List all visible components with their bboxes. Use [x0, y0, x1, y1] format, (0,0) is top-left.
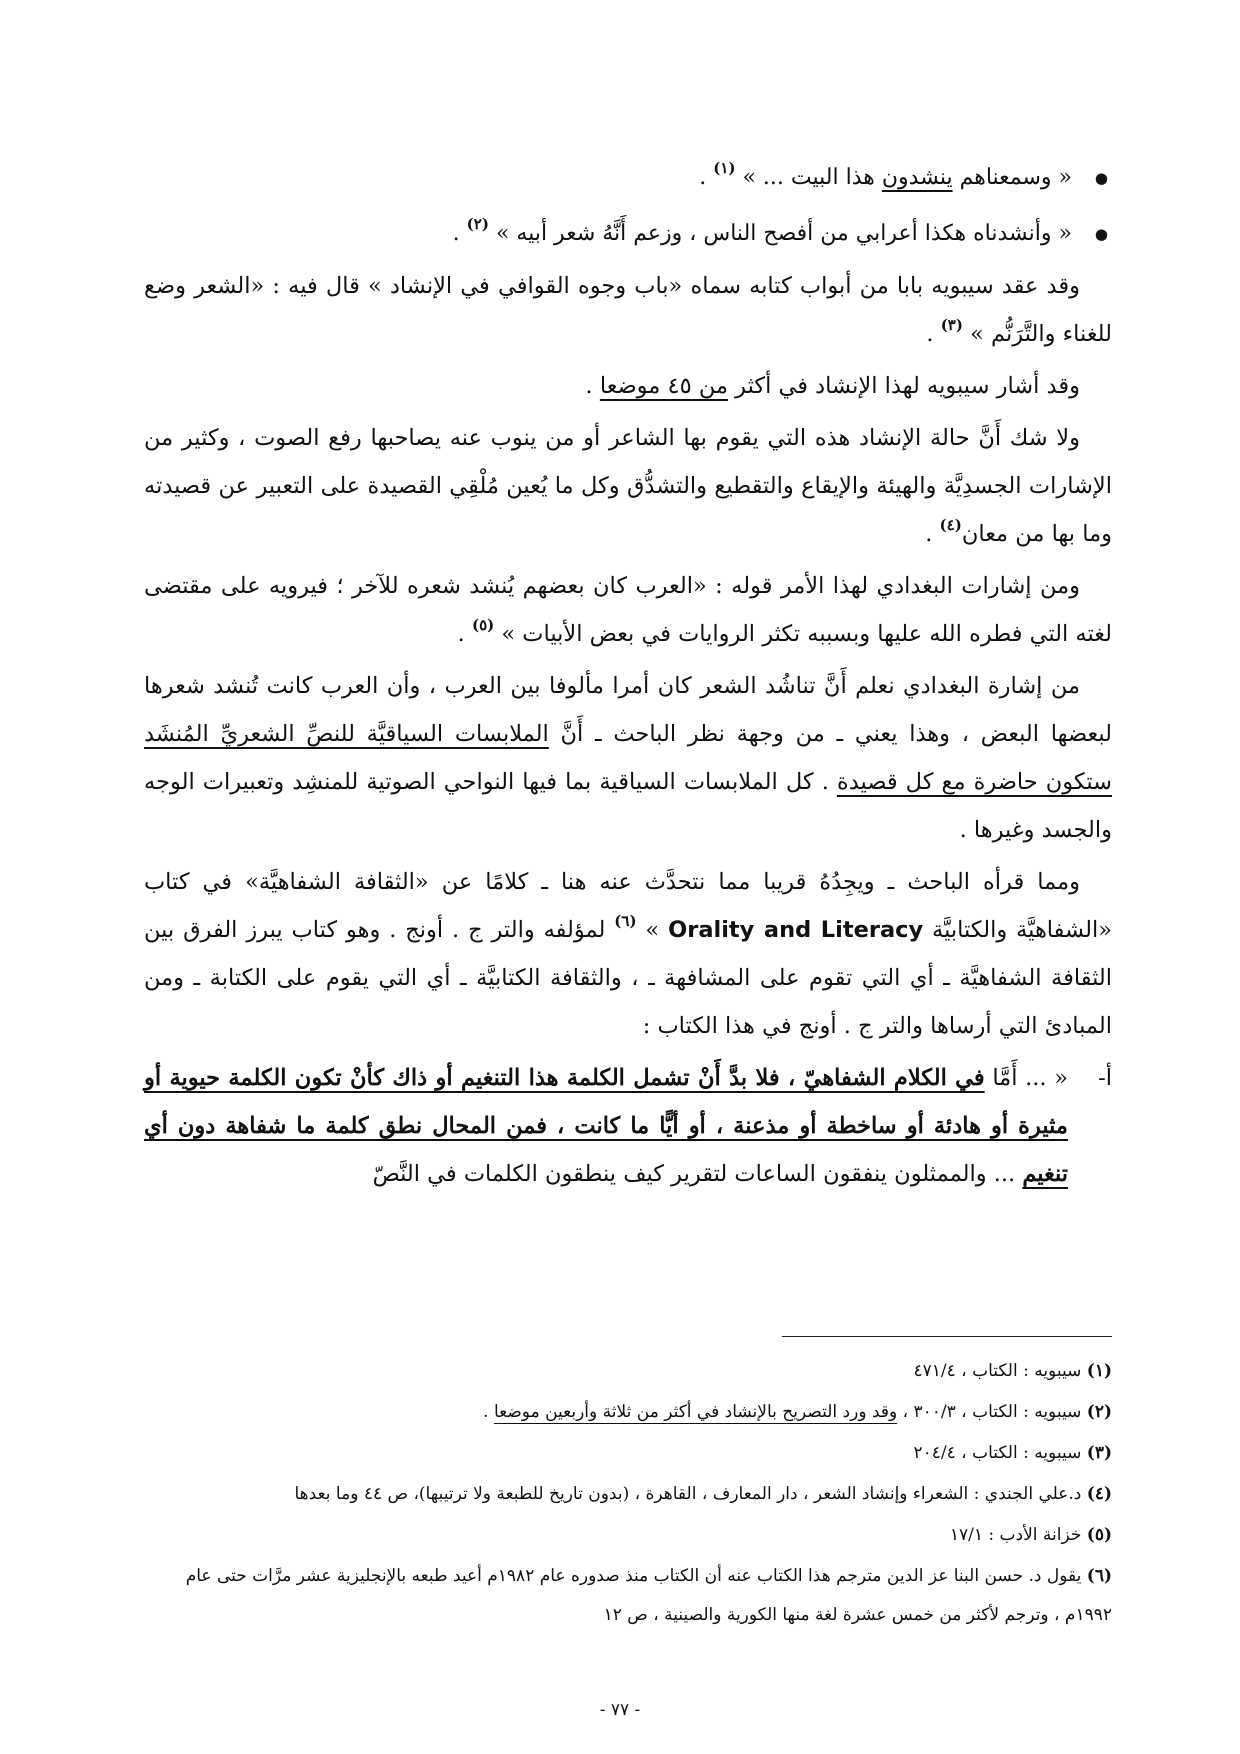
item-marker: أ- [1098, 1065, 1112, 1091]
lettered-item: أ- « ... أَمَّا في الكلام الشفاهيّ ، فلا بدَّ أَنْ تشمل الكلمة هذا التنغيم أو ذاك كأنْ تكون الكلمة حيوية أو مثيرة أو هادئة أو ساخطة أو مذعنة ، أو أيًّا ما كانت ، فمن المحال نطق كلمة ما شفاهة دون أي تنغيم ... والممثلون ينفقون الساعات لتقرير كيف ينطقون الكلمات في النَّصّ [144, 1054, 1112, 1198]
paragraph: وقد أشار سيبويه لهذا الإنشاد في أكثر من ٤٥ موضعا . [585, 373, 1080, 399]
footnote: (٦) يقول د. حسن البنا عز الدين مترجم هذا الكتاب عنه أن الكتاب منذ صدوره عام ١٩٨٢م أعيد طبعه بالإنجليزية عشر مرَّات حتى عام ١٩٩٢م ، وترجم لأكثر من خمس عشرة لغة منها الكورية والصينية ، ص ١٢ [185, 1566, 1112, 1625]
underlined-word: ينشدون [881, 165, 953, 190]
footnote-divider [782, 1336, 1112, 1337]
footnotes [144, 1352, 1112, 1635]
footnote: (٥) خزانة الأدب : ١٧/١ [949, 1525, 1112, 1545]
footnote-ref[interactable]: (٣) [940, 315, 963, 334]
english-title: Orality and Literacy [668, 917, 924, 943]
paragraph: ولا شك أَنَّ حالة الإنشاد هذه التي يقوم بها الشاعر أو من ينوب عنه يصاحبها رفع الصوت ، وكثير من الإشارات الجسدِيَّة والهيئة والإيقاع والتقطيع والتشدُّق وكل ما يُعين مُلْقِي القصيدة على التعبير عن قصيدته وما بها من معان$^{(٤)}$ . [144, 425, 1112, 547]
footnote-ref[interactable]: (٥) [471, 615, 495, 634]
page-number: - ٧٧ - [599, 1700, 641, 1720]
paragraph: ومن إشارات البغدادي لهذا الأمر قوله : «العرب كان بعضهم يُنشد شعره للآخر ؛ فيرويه على مقتضى لغته التي فطره الله عليها وبسببه تكثر الروايات في بعض الأبيات » $^{(٥)}$ . [144, 573, 1112, 647]
footnote: (١) سيبويه : الكتاب ، ٤٧١/٤ [913, 1361, 1112, 1381]
underlined-phrase: من ٤٥ موضعا [599, 373, 729, 399]
bold-underlined-phrase: في الكلام الشفاهيّ ، فلا بدَّ أَنْ تشمل الكلمة هذا التنغيم أو ذاك كأنْ تكون الكلمة حيوية أو مثيرة أو هادئة أو ساخطة أو مذعنة ، أو أيًّا ما كانت ، فمن المحال نطق كلمة ما شفاهة دون أي تنغيم [144, 1065, 1068, 1187]
footnote: (٤) د.علي الجندي : الشعراء وإنشاد الشعر ، دار المعارف ، القاهرة ، (بدون تاريخ للطبعة ولا ترتيبها)، ص ٤٤ وما بعدها [294, 1484, 1112, 1504]
footnote: (٢) سيبويه : الكتاب ، ٣٠٠/٣ ، وقد ورد التصريح بالإنشاد في أكثر من ثلاثة وأربعين موضعا . [483, 1402, 1112, 1422]
footnote-ref[interactable]: (١) [713, 158, 736, 177]
quote-list [144, 150, 1112, 262]
list-item: ● « وسمعناهم ينشدون هذا البيت ... » $^{(١)}$ . [144, 150, 1112, 206]
paragraph: ومما قرأه الباحث ـ ويجِدُهُ قريبا مما نتحدَّث عنه هنا ـ كلامًا عن «الثقافة الشفاهيَّة» في كتاب «الشفاهيَّة والكتابيَّة Orality and Literacy » $^{(٦)}$ لمؤلفه والتر ج . أونج . وهو كتاب يبرز الفرق بين الثقافة الشفاهيَّة ـ أي التي تقوم على المشافهة ـ ، والثقافة الكتابيَّة ـ أي التي يقوم على الكتابة ـ ومن المبادئ التي أرساها والتر ج . أونج في هذا الكتاب : [144, 869, 1112, 1039]
footnote-ref[interactable]: (٢) [466, 214, 489, 233]
list-item: ● « وأنشدناه هكذا أعرابي من أفصح الناس ، وزعم أَنَّهُ شعر أبيه » $^{(٢)}$ . [144, 206, 1112, 262]
paragraph: من إشارة البغدادي نعلم أَنَّ تناشُد الشعر كان أمرا مألوفا بين العرب ، وأن العرب كانت تُنشد شعرها لبعضها البعض ، وهذا يعني ـ من وجهة نظر الباحث ـ أَنَّ الملابسات السياقيَّة للنصِّ الشعريِّ المُنشَد ستكون حاضرة مع كل قصيدة . كل الملابسات السياقية بما فيها النواحي الصوتية للمنشِد وتعبيرات الوجه والجسد وغيرها . [144, 673, 1112, 843]
underlined-phrase: الملابسات السياقيَّة للنصِّ الشعريِّ المُنشَد ستكون حاضرة مع كل قصيدة [144, 721, 1112, 795]
footnote-ref[interactable]: (٤) [939, 515, 962, 534]
footnote-ref[interactable]: (٦) [614, 911, 637, 930]
main-text [144, 150, 1112, 1198]
paragraph: وقد عقد سيبويه بابا من أبواب كتابه سماه «باب وجوه القوافي في الإنشاد » قال فيه : «الشعر وضع للغناء والتَّرَنُّم » $^{(٣)}$ . [144, 273, 1112, 347]
footnote: (٣) سيبويه : الكتاب ، ٢٠٤/٤ [913, 1443, 1112, 1463]
